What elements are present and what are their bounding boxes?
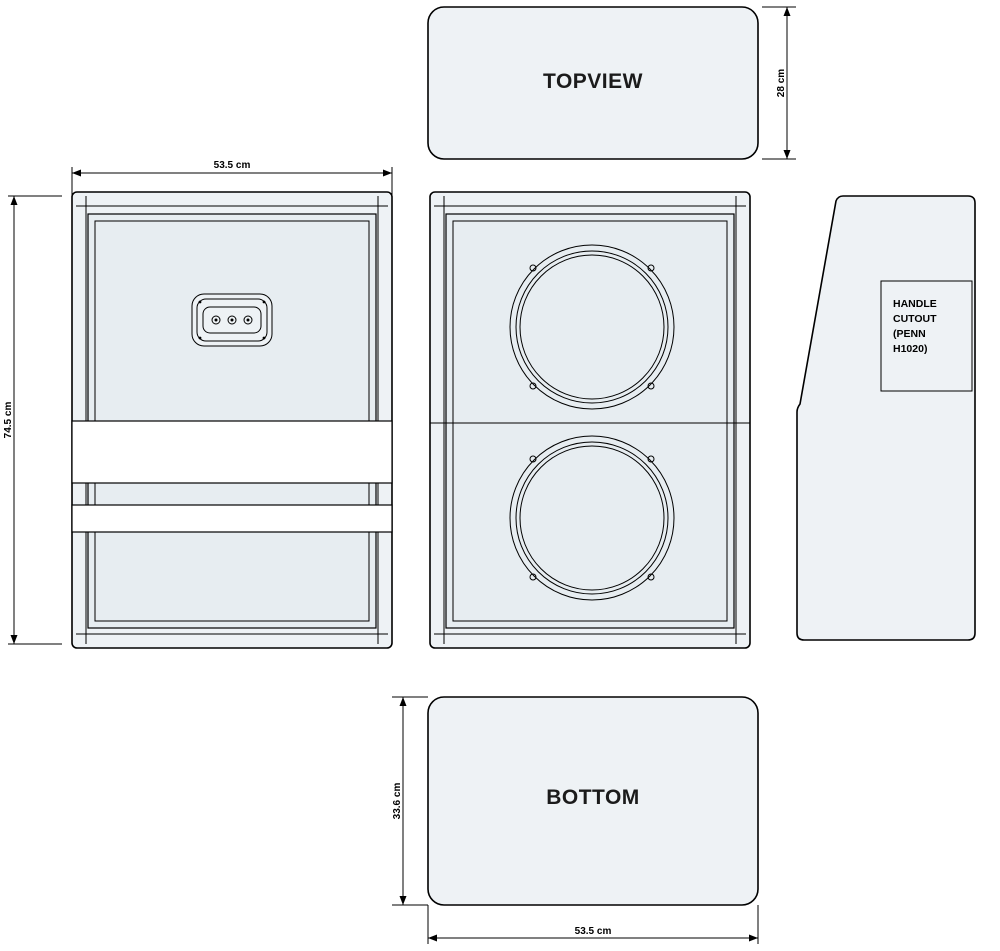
front-inner-panel [446, 214, 734, 628]
front-width-dimension-text: 53.5 cm [213, 160, 251, 171]
bottom-width-dimension [428, 905, 758, 944]
bottom-depth-dimension-text: 33.6 cm [392, 782, 403, 820]
handle-cutout-line-2: CUTOUT [893, 313, 937, 325]
front-height-dimension [3, 196, 62, 644]
top-depth-dimension-text: 28 cm [776, 68, 787, 98]
side-view-group [797, 196, 975, 640]
rear-view-group [72, 192, 392, 648]
bottom-depth-dimension [392, 697, 428, 905]
bottom-view-group [428, 697, 758, 905]
front-width-dimension [72, 160, 392, 196]
front-height-dimension-text: 74.5 cm [3, 401, 14, 439]
handle-cutout-line-4: H1020) [893, 343, 928, 355]
rear-band-upper [72, 421, 392, 483]
bottom-width-dimension-text: 53.5 cm [574, 926, 612, 937]
front-view-group [430, 192, 750, 648]
rear-band-lower [72, 505, 392, 532]
connector-plate [192, 294, 272, 346]
top-view-group [428, 7, 758, 159]
top-view-label: TOPVIEW [543, 70, 643, 93]
handle-cutout-line-1: HANDLE [893, 298, 937, 310]
bottom-view-label: BOTTOM [546, 786, 640, 809]
side-view-panel [797, 196, 975, 640]
top-depth-dimension [762, 7, 796, 159]
handle-cutout-line-3: (PENN [893, 328, 926, 340]
